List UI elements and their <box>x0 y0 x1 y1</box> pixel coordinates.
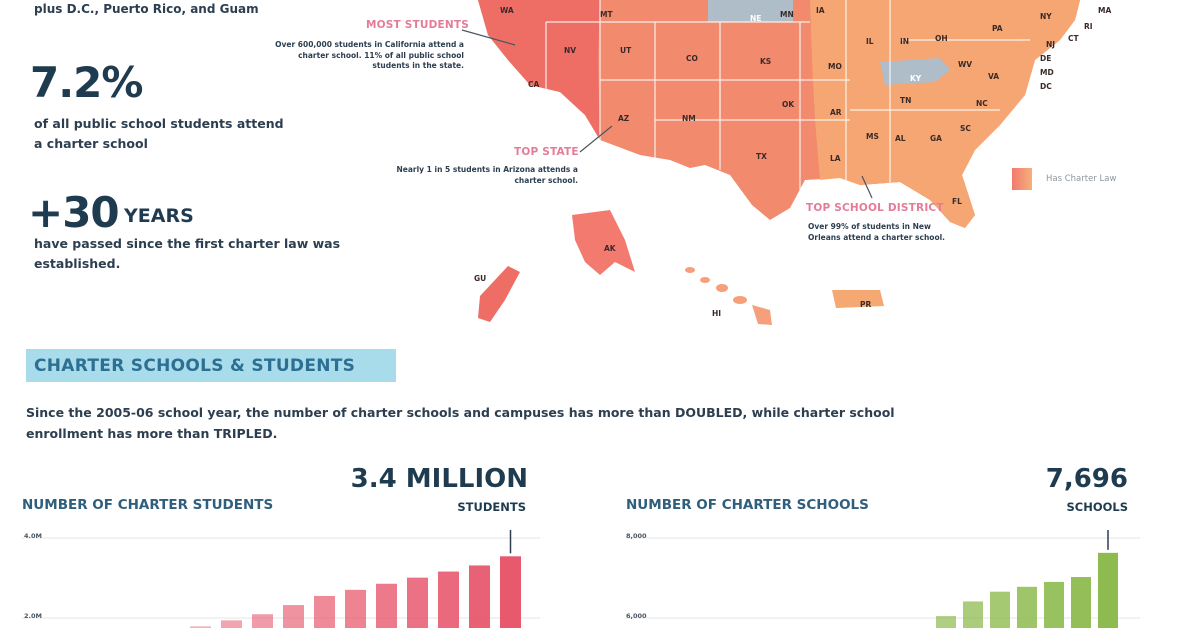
state-label-tx: TX <box>756 152 767 161</box>
callout-most-students-title: MOST STUDENTS <box>366 19 470 31</box>
state-label-ne: NE <box>750 14 762 23</box>
state-label-de: DE <box>1040 54 1052 63</box>
years-stat-unit: YEARS <box>124 205 194 227</box>
map-state-hi <box>685 267 772 325</box>
percent-stat-value: 7.2% <box>30 58 143 107</box>
state-label-sc: SC <box>960 124 971 133</box>
schools-chart-title: NUMBER OF CHARTER SCHOOLS <box>626 497 869 513</box>
bar <box>376 584 397 628</box>
state-label-wa: WA <box>500 6 514 15</box>
bar <box>1071 577 1091 628</box>
y-tick-label: 8,000 <box>626 532 647 540</box>
schools-callout-unit: SCHOOLS <box>1066 500 1128 514</box>
state-label-mn: MN <box>780 10 794 19</box>
state-label-hi: HI <box>712 309 722 318</box>
legend-swatch <box>1012 168 1032 190</box>
state-label-ia: IA <box>816 6 825 15</box>
percent-stat-label: of all public school students attend a charter school <box>34 116 284 151</box>
state-label-la: LA <box>830 154 841 163</box>
bar <box>1017 587 1037 628</box>
bar <box>438 572 459 628</box>
callout-top-district-text: Over 99% of students in New Orleans attend a charter school. <box>808 222 946 242</box>
state-label-ks: KS <box>760 57 772 66</box>
students-callout-value: 3.4 MILLION <box>350 464 528 494</box>
bar <box>345 590 366 628</box>
state-label-wv: WV <box>958 60 973 69</box>
state-label-pa: PA <box>992 24 1003 33</box>
callout-top-state-title: TOP STATE <box>514 146 579 158</box>
state-label-gu: GU <box>474 274 487 283</box>
map-state-ak <box>572 210 635 275</box>
state-label-tn: TN <box>900 96 912 105</box>
students-callout-unit: STUDENTS <box>457 500 526 514</box>
bar <box>500 556 521 628</box>
bar <box>936 616 956 628</box>
state-label-in: IN <box>900 37 910 46</box>
students-bar-chart <box>0 520 560 628</box>
state-label-co: CO <box>686 54 698 63</box>
state-label-ok: OK <box>782 100 795 109</box>
bar <box>221 620 242 628</box>
state-label-ky: KY <box>910 74 922 83</box>
state-label-nj: NJ <box>1046 40 1056 49</box>
state-label-nm: NM <box>682 114 696 123</box>
state-label-nc: NC <box>976 99 988 108</box>
state-label-ca: CA <box>528 80 540 89</box>
students-chart-title: NUMBER OF CHARTER STUDENTS <box>22 497 274 513</box>
y-tick-label: 6,000 <box>626 612 647 620</box>
state-label-ny: NY <box>1040 12 1052 21</box>
years-stat-value: +30 <box>28 188 119 237</box>
state-label-ut: UT <box>620 46 632 55</box>
bar <box>1098 553 1118 628</box>
bar <box>990 592 1010 628</box>
state-label-mo: MO <box>828 62 842 71</box>
section-description: Since the 2005-06 school year, the number of charter schools and campuses has more than DOUBLED, while charter school enrollment has more than TRIPLED. <box>26 405 895 441</box>
bar <box>407 578 428 628</box>
state-label-ga: GA <box>930 134 942 143</box>
bar <box>1044 582 1064 628</box>
state-label-ct: CT <box>1068 34 1079 43</box>
bar <box>314 596 335 628</box>
map-west-band <box>478 0 600 140</box>
state-label-il: IL <box>866 37 874 46</box>
section-title: CHARTER SCHOOLS & STUDENTS <box>34 356 356 376</box>
callout-top-state-text: Nearly 1 in 5 students in Arizona attends a charter school. <box>396 165 578 185</box>
state-label-mt: MT <box>600 10 613 19</box>
legend-label: Has Charter Law <box>1046 174 1117 184</box>
state-label-dc: DC <box>1040 82 1052 91</box>
state-label-al: AL <box>895 134 906 143</box>
bar <box>469 565 490 628</box>
state-label-ak: AK <box>604 244 616 253</box>
map-territory-pr <box>832 290 884 308</box>
state-label-ri: RI <box>1084 22 1093 31</box>
state-label-ms: MS <box>866 132 879 141</box>
top-note: plus D.C., Puerto Rico, and Guam <box>34 2 259 16</box>
y-tick-label: 4.0M <box>24 532 42 540</box>
state-label-va: VA <box>988 72 1000 81</box>
state-label-az: AZ <box>618 114 630 123</box>
state-label-ma: MA <box>1098 6 1112 15</box>
state-label-md: MD <box>1040 68 1054 77</box>
schools-bar-chart <box>600 520 1160 628</box>
state-label-oh: OH <box>935 34 948 43</box>
years-stat-label: have passed since the first charter law was established. <box>34 236 341 271</box>
bar <box>252 614 273 628</box>
callout-top-district-title: TOP SCHOOL DISTRICT <box>806 202 944 214</box>
state-label-nv: NV <box>564 46 577 55</box>
bar <box>283 605 304 628</box>
state-label-ar: AR <box>830 108 842 117</box>
state-label-pr: PR <box>860 300 872 309</box>
bar <box>963 601 983 628</box>
y-tick-label: 2.0M <box>24 612 42 620</box>
callout-most-students-text: Over 600,000 students in California attend a charter school. 11% of all public school students in the state. <box>275 40 464 70</box>
schools-callout-value: 7,696 <box>1045 464 1128 494</box>
state-label-fl: FL <box>952 197 962 206</box>
